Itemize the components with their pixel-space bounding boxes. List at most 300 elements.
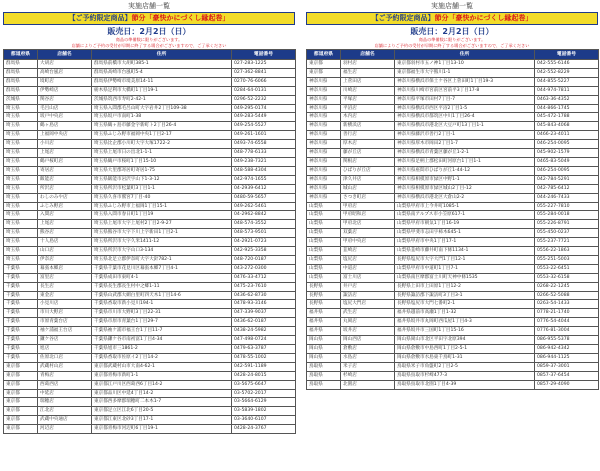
header-prefecture: 都道府県: [4, 50, 38, 60]
cell-address: 神奈川県相模原市緑区中野1-1: [395, 175, 535, 184]
cell-address: 長野県上田市上田原1丁目12-2: [395, 282, 535, 291]
table-row: [4, 371, 296, 380]
table-row: [307, 291, 599, 300]
cell-prefecture: 千葉県: [4, 336, 38, 345]
cell-phone: 0478-93-3146: [232, 300, 296, 309]
table-row: [307, 113, 599, 122]
cell-phone: 045-902-1579: [535, 149, 599, 158]
cell-prefecture: 埼玉県: [4, 175, 38, 184]
cell-phone: 047-339-9037: [232, 309, 296, 318]
cell-prefecture: 埼玉県: [4, 166, 38, 175]
table-row: [307, 238, 599, 247]
table-row: [307, 149, 599, 158]
cell-address: 神奈川県藤沢市善行2丁目-1: [395, 131, 535, 140]
cell-store-name: 木内店: [341, 113, 395, 122]
table-row: [307, 345, 599, 354]
table-row: [307, 140, 599, 149]
cell-phone: 049-283-5449: [232, 113, 296, 122]
table-row: [4, 255, 296, 264]
cell-store-name: 長生店: [38, 282, 92, 291]
cell-phone: 055-450-0237: [535, 229, 599, 238]
cell-phone: 044-246-7433: [535, 193, 599, 202]
table-row: [307, 247, 599, 256]
cell-phone: 0436-62-8730: [232, 291, 296, 300]
cell-phone: 0284-64-0131: [232, 86, 296, 95]
table-row: [4, 380, 296, 389]
cell-store-name: 中延店: [38, 389, 92, 398]
cell-phone: 042-785-6412: [535, 184, 599, 193]
cell-prefecture: 埼玉県: [4, 157, 38, 166]
notice-text: [306, 37, 598, 49]
cell-address: 埼玉県入間市春日町1丁目19: [92, 211, 232, 220]
table-row: [4, 264, 296, 273]
cell-store-name: 平沼店: [341, 104, 395, 113]
cell-phone: 03-3640-6107: [232, 416, 296, 425]
cell-phone: 0475-23-7610: [232, 282, 296, 291]
cell-phone: 0480-59-5657: [232, 193, 296, 202]
header-phone: 電話番号: [232, 50, 296, 60]
panel-title: 実施店舗一覧: [431, 2, 473, 10]
cell-phone: 055-227-7810: [535, 202, 599, 211]
cell-address: 埼玉県比企郡小川町大字大塚1722-2: [92, 140, 232, 149]
cell-store-name: 毛呂山店: [38, 104, 92, 113]
cell-address: 鳥取県鳥取市北園1丁目4-39: [395, 380, 535, 389]
table-row: [4, 122, 296, 131]
cell-store-name: 坂井店: [341, 327, 395, 336]
cell-address: 千葉県成田市東町4-1: [92, 273, 232, 282]
cell-prefecture: 群馬県: [4, 77, 38, 86]
cell-phone: 042-591-1189: [232, 362, 296, 371]
table-row: [4, 416, 296, 425]
cell-phone: 04-2939-6412: [232, 184, 296, 193]
cell-address: 山梨県南アルプス市小笠原617-1: [395, 211, 535, 220]
header-phone: 電話番号: [535, 50, 599, 60]
cell-address: 神奈川県座間市ひばりが丘1-44-12: [395, 166, 535, 175]
cell-phone: 042-552-8229: [535, 68, 599, 77]
cell-prefecture: 岡山県: [307, 345, 341, 354]
cell-store-name: 岡山西店: [341, 336, 395, 345]
cell-store-name: 武蔵村山店: [38, 362, 92, 371]
store-list-panel-left: [3, 2, 295, 434]
cell-store-name: 上尾店: [38, 220, 92, 229]
cell-phone: 048-720-0187: [232, 255, 296, 264]
table-row: [307, 362, 599, 371]
cell-prefecture: 千葉県: [4, 300, 38, 309]
cell-store-name: 厚木店: [341, 140, 395, 149]
table-row: [4, 300, 296, 309]
cell-phone: 048-573-9501: [232, 229, 296, 238]
cell-address: 山梨県甲府市上今井町1085-1: [395, 202, 535, 211]
cell-address: 神奈川県横浜市青葉区藤が丘1-2-1: [395, 149, 535, 158]
cell-address: 埼玉県飯能市岩沢字山下1-3-12: [92, 175, 232, 184]
cell-address: 埼玉県大里郡寄居町寄居1-75: [92, 166, 232, 175]
cell-prefecture: 鳥取県: [307, 380, 341, 389]
cell-store-name: 坂戸中央店: [38, 113, 92, 122]
table-row: [307, 211, 599, 220]
cell-prefecture: 福井県: [307, 327, 341, 336]
table-row: [307, 264, 599, 273]
cell-address: 東京都青梅市新町1-1: [92, 371, 232, 380]
cell-store-name: 鶴ヶ島店: [38, 122, 92, 131]
cell-address: 千葉県市原市青葉台1丁目29-7: [92, 318, 232, 327]
cell-store-name: 所沢店: [38, 184, 92, 193]
notice-line-2: 店舗によりご予約の受付が早期に終了する場合がございますので、ご了承ください: [374, 43, 530, 48]
cell-address: 鳥取県米子市角盤町2丁目2-5: [395, 362, 535, 371]
cell-prefecture: 神奈川県: [307, 104, 341, 113]
product-banner: [306, 12, 598, 25]
table-row: [307, 157, 599, 166]
cell-prefecture: 神奈川県: [307, 157, 341, 166]
cell-store-name: 西葛西店: [38, 380, 92, 389]
cell-phone: 0436-62-0187: [232, 318, 296, 327]
cell-address: 山梨県韮崎市藤井町南下條1134-1: [395, 247, 535, 256]
cell-store-name: 鎌ケ谷店: [38, 336, 92, 345]
cell-address: 神奈川県足柄上郡松田町河原台1丁目1-1: [395, 157, 535, 166]
cell-address: 岡山県岡山市北区平田字北原394: [395, 336, 535, 345]
cell-store-name: 水島店: [341, 353, 395, 362]
product-banner: [3, 12, 295, 25]
cell-prefecture: 埼玉県: [4, 238, 38, 247]
cell-phone: 042-925-3358: [232, 247, 296, 256]
cell-store-name: 平塚店: [341, 95, 395, 104]
cell-store-name: 関根店: [341, 157, 395, 166]
table-row: [307, 255, 599, 264]
cell-store-name: 寄居店: [38, 166, 92, 175]
cell-address: 栃木県足利市大橋町1丁目19-1: [92, 86, 232, 95]
cell-address: 千葉県袖ケ浦市福王台1丁目11-7: [92, 327, 232, 336]
cell-phone: 0296-52-2232: [232, 95, 296, 104]
cell-store-name: 大胡店: [38, 60, 92, 69]
cell-address: 福井県越前市高瀬1丁目1-32: [395, 309, 535, 318]
banner-highlight: 節分「豪快かにづくし縁起巻」: [131, 14, 230, 22]
cell-prefecture: 埼玉県: [4, 122, 38, 131]
cell-prefecture: 東京都: [4, 371, 38, 380]
table-row: [4, 220, 296, 229]
cell-phone: 03-5839-1802: [232, 407, 296, 416]
cell-store-name: 塩尻大門店: [341, 300, 395, 309]
cell-phone: 045-472-1788: [535, 113, 599, 122]
cell-prefecture: 埼玉県: [4, 229, 38, 238]
cell-address: 埼玉県ふじみ野市上福岡1丁目15-1: [92, 202, 232, 211]
cell-phone: 055-226-8791: [535, 220, 599, 229]
table-row: [4, 291, 296, 300]
cell-phone: 044-974-7811: [535, 86, 599, 95]
cell-address: 神奈川県横浜市西区平沼2丁目1-5: [395, 104, 535, 113]
cell-address: 千葉県香取市新小見川194-1: [92, 300, 232, 309]
cell-phone: 0493-74-6558: [232, 140, 296, 149]
table-row: [307, 309, 599, 318]
table-row: [307, 327, 599, 336]
table-row: [307, 166, 599, 175]
cell-prefecture: 埼玉県: [4, 149, 38, 158]
cell-address: 埼玉県上尾市日の出北1-1-1: [92, 149, 232, 158]
table-row: [4, 113, 296, 122]
cell-address: 岡山県倉敷市中島西町1丁目2-5-1: [395, 345, 535, 354]
cell-address: 鳥取県鳥取市杉崎477-3: [395, 371, 535, 380]
cell-store-name: 甲府中央店: [341, 238, 395, 247]
cell-prefecture: 埼玉県: [4, 104, 38, 113]
cell-prefecture: 茨城県: [4, 95, 38, 104]
banner-highlight: 節分「豪快かにづくし縁起巻」: [434, 14, 533, 22]
cell-address: 埼玉県入間郡毛呂山町大字岩井2丁目109-38: [92, 104, 232, 113]
cell-phone: 0776-54-4044: [535, 318, 599, 327]
table-header-row: [307, 50, 599, 60]
cell-store-name: 諏訪店: [341, 291, 395, 300]
cell-store-name: 倉敷店: [341, 345, 395, 354]
cell-store-name: 上尾店: [38, 149, 92, 158]
cell-phone: 0465-83-5049: [535, 157, 599, 166]
cell-prefecture: 埼玉県: [4, 131, 38, 140]
header-store-name: 店舗名: [38, 50, 92, 60]
cell-phone: 046-254-0095: [535, 140, 599, 149]
cell-address: 東京都武蔵村山市大南4-62-1: [92, 362, 232, 371]
cell-store-name: 福生店: [341, 68, 395, 77]
cell-prefecture: 山梨県: [307, 211, 341, 220]
cell-address: 東京都江東区北砂3丁目17-1: [92, 416, 232, 425]
cell-prefecture: 群馬県: [4, 60, 38, 69]
cell-phone: 0553-32-6158: [535, 273, 599, 282]
cell-address: 千葉県香取市佐原イ2丁目14-2: [92, 353, 232, 362]
table-row: [307, 336, 599, 345]
cell-address: 千葉県鎌ケ谷市南初富1丁目4-34: [92, 336, 232, 345]
cell-prefecture: 東京都: [4, 362, 38, 371]
cell-store-name: 山口店: [38, 247, 92, 256]
cell-phone: 049-261-1601: [232, 131, 296, 140]
cell-address: 福井県坂井市三国町1丁目15-16: [395, 327, 535, 336]
notice-line-1: 商品の準備数に限りがございます。: [115, 37, 183, 42]
cell-store-name: 杉崎店: [341, 371, 395, 380]
cell-phone: 03-5664-6129: [232, 398, 296, 407]
table-row: [307, 353, 599, 362]
table-row: [4, 77, 296, 86]
table-row: [4, 184, 296, 193]
table-row: [4, 353, 296, 362]
panel-title: 実施店舗一覧: [128, 2, 170, 10]
cell-prefecture: 東京都: [307, 60, 341, 69]
table-row: [307, 86, 599, 95]
cell-prefecture: 埼玉県: [4, 184, 38, 193]
cell-store-name: 武蔵中央通店: [38, 416, 92, 425]
cell-address: 千葉県市川市大野町3丁目22-31: [92, 309, 232, 318]
table-row: [307, 77, 599, 86]
cell-prefecture: 山梨県: [307, 238, 341, 247]
cell-store-name: 甲府昭和店: [341, 211, 395, 220]
cell-address: 千葉県千葉市花見川区幕張本郷7丁目4-1: [92, 264, 232, 273]
cell-prefecture: 群馬県: [4, 68, 38, 77]
cell-address: 埼玉県所沢市松葉町3丁目1-1: [92, 184, 232, 193]
cell-store-name: 富里店: [38, 273, 92, 282]
cell-prefecture: 神奈川県: [307, 86, 341, 95]
cell-phone: 0859-37-3001: [535, 362, 599, 371]
cell-address: 群馬県前橋市大胡町385-1: [92, 60, 232, 69]
cell-prefecture: 山梨県: [307, 273, 341, 282]
cell-prefecture: 山梨県: [307, 202, 341, 211]
sale-date: 販売日：2月2日（日）: [410, 27, 494, 36]
cell-address: 埼玉県北足立郡伊奈町大字大針782-1: [92, 255, 232, 264]
cell-prefecture: 東京都: [4, 389, 38, 398]
cell-prefecture: 神奈川県: [307, 131, 341, 140]
cell-prefecture: 埼玉県: [4, 247, 38, 256]
cell-prefecture: 岡山県: [307, 353, 341, 362]
cell-phone: 047-498-0724: [232, 336, 296, 345]
cell-store-name: 井戸店: [341, 282, 395, 291]
cell-address: 山梨県南巨摩郡富士川町天神中條1535: [395, 273, 535, 282]
cell-address: 山梨県甲府市中央1丁目17-1: [395, 238, 535, 247]
table-row: [307, 300, 599, 309]
cell-prefecture: 長野県: [307, 282, 341, 291]
table-row: [4, 104, 296, 113]
table-row: [4, 327, 296, 336]
cell-address: 神奈川県平塚市田村7丁目-7: [395, 95, 535, 104]
cell-prefecture: 千葉県: [4, 264, 38, 273]
table-row: [4, 157, 296, 166]
cell-store-name: 江北店: [38, 407, 92, 416]
cell-address: 東京都福生市大字熊川1-1: [395, 68, 535, 77]
banner-prefix: 【ご予約限定商品】: [68, 14, 132, 22]
cell-store-name: 川崎店: [341, 86, 395, 95]
cell-phone: 0438-24-5982: [232, 327, 296, 336]
table-row: [4, 318, 296, 327]
cell-store-name: ひばりが丘店: [341, 166, 395, 175]
table-row: [307, 229, 599, 238]
table-row: [307, 273, 599, 282]
cell-address: 神奈川県横浜市都筑区中川1丁目26-4: [395, 113, 535, 122]
cell-address: 茨城県筑西市寿町2-42-1: [92, 95, 232, 104]
cell-address: 埼玉県坂戸市南町1-38: [92, 113, 232, 122]
cell-store-name: 市川大野店: [38, 309, 92, 318]
cell-phone: 0478-55-1002: [232, 353, 296, 362]
cell-prefecture: 山梨県: [307, 229, 341, 238]
cell-prefecture: 長野県: [307, 300, 341, 309]
table-row: [4, 60, 296, 69]
table-row: [4, 211, 296, 220]
cell-store-name: 関谷店: [38, 95, 92, 104]
cell-phone: 0778-21-1740: [535, 309, 599, 318]
cell-store-name: 甲府北店: [341, 220, 395, 229]
cell-store-name: 青梅店: [38, 371, 92, 380]
cell-prefecture: 埼玉県: [4, 255, 38, 264]
cell-phone: 042-555-6146: [535, 60, 599, 69]
cell-store-name: 河辺店: [38, 425, 92, 434]
cell-prefecture: 鳥取県: [307, 362, 341, 371]
cell-prefecture: 岡山県: [307, 336, 341, 345]
cell-phone: 0476-33-4712: [232, 273, 296, 282]
table-row: [4, 345, 296, 354]
cell-prefecture: 神奈川県: [307, 95, 341, 104]
table-row: [307, 60, 599, 69]
cell-address: 埼玉県熊谷市大字下川上字新田1丁目2-1: [92, 229, 232, 238]
sale-date: 販売日：2月2日（日）: [107, 27, 191, 36]
cell-prefecture: 神奈川県: [307, 77, 341, 86]
table-row: [307, 380, 599, 389]
cell-prefecture: 群馬県: [4, 86, 38, 95]
table-row: [307, 282, 599, 291]
cell-phone: 048-778-6133: [232, 149, 296, 158]
cell-phone: 0463-36-4352: [535, 95, 599, 104]
cell-store-name: 藤が丘店: [341, 149, 395, 158]
cell-prefecture: 東京都: [4, 398, 38, 407]
cell-prefecture: 神奈川県: [307, 175, 341, 184]
cell-prefecture: 神奈川県: [307, 193, 341, 202]
cell-phone: 086-942-4342: [535, 345, 599, 354]
cell-store-name: 甲府店: [341, 202, 395, 211]
cell-address: 神奈川県横浜市港北区大豆戸町13丁目1-1: [395, 122, 535, 131]
cell-phone: 04-2921-0723: [232, 238, 296, 247]
cell-store-name: 上菅田店: [341, 77, 395, 86]
cell-store-name: 佐原北口店: [38, 353, 92, 362]
cell-phone: 049-238-7321: [232, 157, 296, 166]
cell-address: 埼玉県久喜市鷲宮7丁目-40: [92, 193, 232, 202]
table-row: [4, 175, 296, 184]
cell-store-name: ふじみ野店: [38, 202, 92, 211]
table-row: [4, 229, 296, 238]
cell-store-name: 丸岡店: [341, 318, 395, 327]
cell-prefecture: 神奈川県: [307, 184, 341, 193]
table-row: [4, 86, 296, 95]
cell-address: 埼玉県ふじみ野市福岡中央1丁目2-17: [92, 131, 232, 140]
cell-store-name: 韮崎店: [341, 247, 395, 256]
cell-store-name: 小見川店: [38, 300, 92, 309]
table-row: [307, 68, 599, 77]
cell-prefecture: 千葉県: [4, 318, 38, 327]
cell-prefecture: 千葉県: [4, 327, 38, 336]
table-row: [4, 193, 296, 202]
store-list-panel-right: [306, 2, 598, 390]
cell-prefecture: 千葉県: [4, 345, 38, 354]
cell-store-name: 瑞穂店: [38, 398, 92, 407]
cell-address: 東京都青梅市河辺町6丁目19-1: [92, 425, 232, 434]
cell-prefecture: 神奈川県: [307, 140, 341, 149]
table-row: [307, 318, 599, 327]
cell-prefecture: 神奈川県: [307, 122, 341, 131]
cell-phone: 0268-22-1245: [535, 282, 599, 291]
store-table: [306, 49, 599, 390]
table-row: [4, 140, 296, 149]
table-row: [307, 371, 599, 380]
cell-prefecture: 千葉県: [4, 291, 38, 300]
cell-prefecture: 鳥取県: [307, 371, 341, 380]
cell-address: 神奈川県相模原市緑区城山2丁目-12: [395, 184, 535, 193]
table-row: [4, 149, 296, 158]
cell-address: 神奈川県川崎市宮前区宮前平3丁目17-8: [395, 86, 535, 95]
cell-address: 埼玉県鶴ヶ島市藤金字新町ト2丁目26-4: [92, 122, 232, 131]
cell-store-name: 市原青葉台店: [38, 318, 92, 327]
cell-store-name: 城山店: [341, 184, 395, 193]
cell-phone: 0428-24-3767: [232, 425, 296, 434]
cell-address: 千葉県山武郡大網白里町四天木1丁目14-6: [92, 291, 232, 300]
cell-phone: 048-588-4304: [232, 166, 296, 175]
cell-phone: 049-262-5461: [232, 202, 296, 211]
table-row: [307, 131, 599, 140]
cell-prefecture: 山梨県: [307, 220, 341, 229]
cell-address: 福井県坂井市丸岡町西瓜屋1丁目4-3: [395, 318, 535, 327]
cell-store-name: 熊谷店: [38, 229, 92, 238]
cell-phone: 0266-52-5088: [535, 291, 599, 300]
cell-phone: 0556-22-1863: [535, 247, 599, 256]
cell-address: 群馬県高崎市台風町5-4: [92, 68, 232, 77]
notice-line-2: 店舗によりご予約の受付が早期に終了する場合がございますので、ご了承ください: [71, 43, 227, 48]
cell-address: 山梨県甲府市中道町1丁目7-1: [395, 264, 535, 273]
table-row: [4, 247, 296, 256]
cell-phone: 027-283-1225: [232, 60, 296, 69]
cell-store-name: 境町店: [38, 77, 92, 86]
header-store-name: 店舗名: [341, 50, 395, 60]
cell-store-name: 津久井店: [341, 175, 395, 184]
cell-store-name: 双葉店: [341, 229, 395, 238]
table-row: [307, 193, 599, 202]
cell-phone: 086-944-1125: [535, 353, 599, 362]
table-row: [4, 336, 296, 345]
